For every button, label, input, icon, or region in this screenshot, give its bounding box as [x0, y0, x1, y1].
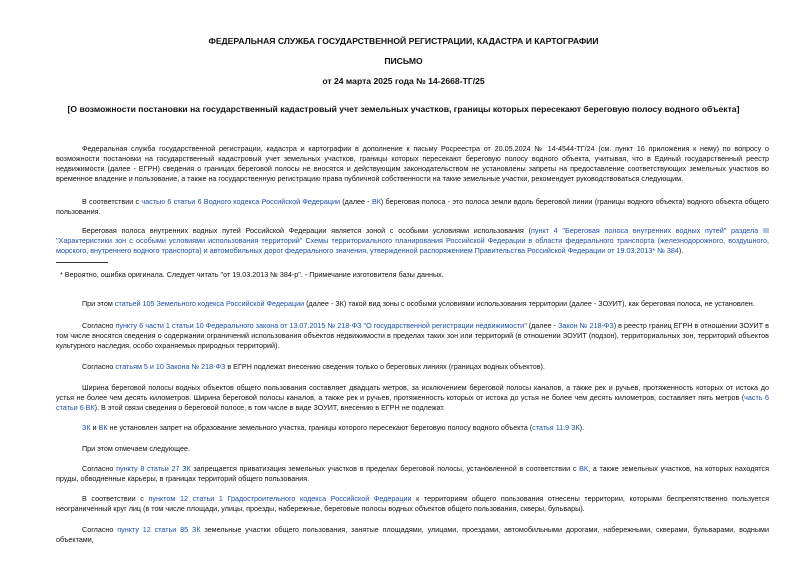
link-water-code[interactable]: ВК — [98, 423, 108, 432]
link-law-218[interactable]: Закон № 218-ФЗ — [558, 321, 614, 330]
text: Ширина береговой полосы водных объектов общего пользования составляет двадцать метров, за исключением береговой полосы каналов, а также рек и ручьев, протяженность которых от истока до устья не более чем десять километров. Ширина береговой полосы каналов, а также рек и ручьев, протяженность которых от истока до устья не более чем десять километров, составляет пять метров ( — [56, 383, 769, 402]
text: земельные участки общего пользования, занятые площадями, улицами, проездами, автомобильными дорогами, набережными, скверами, бульварами, водными объектами, — [56, 525, 769, 544]
paragraph-note: При этом отмечаем следующее. — [82, 444, 190, 453]
agency-title: ФЕДЕРАЛЬНАЯ СЛУЖБА ГОСУДАРСТВЕННОЙ РЕГИСТРАЦИИ, КАДАСТРА И КАРТОГРАФИИ — [208, 36, 599, 46]
text: к территориям общего пользования отнесены территории, которыми беспрепятственно пользуется неограниченный круг лиц (в том числе площади, улицы, проезды, набережные, береговые полосы водных объектов общего пользования, скверы, бульвары). — [56, 494, 770, 513]
text: ) береговая полоса - это полоса земли вдоль береговой линии (границы водного объекта) водного объекта общего пользования. — [56, 197, 769, 216]
text: Согласно — [82, 464, 117, 473]
text: не установлен запрет на образование земельного участка, границы которого пересекают береговую полосу водного объекта ( — [107, 423, 533, 432]
text: (далее - ЗК) такой вид зоны с особыми условиями использования территории (далее - ЗОУИТ), как береговая полоса, не установлен. — [304, 299, 755, 308]
footnote-divider — [56, 262, 108, 263]
text: ). В этой связи сведения о береговой полосе, в том числе в виде ЗОУИТ, внесению в ЕГРН не подлежат. — [94, 403, 445, 412]
text: При этом — [82, 299, 115, 308]
text: запрещается приватизация земельных участков в пределах береговой полосы, установленной в соответствии с — [190, 464, 580, 473]
paragraph-intro: Федеральная служба государственной регистрации, кадастра и картографии в дополнение к письму Росреестра от 20.05.2024 № 14-4544-ТГ/24 (см. пункт 16 приложения к нему) по вопросу о возможности постановки на государственный кадастровый учет земельных участков, границы которых пересекают береговую полосу водного объекта, учитывая, что в Единый государственный реестр недвижимости (далее - ЕГРН) сведения о границах береговой полосы не вносятся и действующим законодательством не установлены запреты на предоставление соответствующих земельных участков во временное владение и пользование, а также на государственную регистрацию права публичной собственности на такие земельные участки, рекомендует руководствоваться следующим. — [56, 144, 769, 183]
text: Береговая полоса внутренних водных путей Российской Федерации является зоной с особыми условиями использования ( — [82, 226, 531, 235]
text: и — [90, 423, 99, 432]
paragraph-shoreline-width — [56, 383, 769, 413]
link-land-code-art11-9[interactable]: статья 11.9 ЗК — [532, 423, 580, 432]
text: , а также земельных участков, на которых находятся пруды, обводненные карьеры, в границах территорий общего пользования. — [56, 464, 769, 483]
paragraph-no-prohibition — [56, 423, 769, 433]
paragraph-shoreline-definition — [56, 197, 769, 217]
link-water-code-art6[interactable]: частью 6 статьи 6 Водного кодекса Российской Федерации — [141, 197, 341, 206]
link-land-code-art27[interactable]: пункту 8 статьи 27 ЗК — [116, 464, 191, 473]
text: В соответствии с — [82, 197, 142, 206]
link-law-218-art10[interactable]: пункту 6 части 1 статьи 10 Федерального закона от 13.07.2015 № 218-ФЗ "О государственной регистрации недвижимости" — [115, 321, 527, 330]
document-type: ПИСЬМО — [384, 56, 423, 66]
link-land-code[interactable]: ЗК — [82, 423, 91, 432]
link-water-code[interactable]: ВК — [579, 464, 589, 473]
link-law-218-art5-10[interactable]: статьям 5 и 10 Закона № 218-ФЗ — [115, 362, 226, 371]
link-water-code-part6[interactable]: часть 6 статьи 6 ВК — [56, 393, 769, 412]
text: ). — [579, 423, 585, 432]
link-land-code-art105[interactable]: статьей 105 Земельного кодекса Российской Федерации — [114, 299, 305, 308]
text: (далее - — [340, 197, 372, 206]
paragraph-law-218 — [56, 321, 769, 351]
link-territorial-planning-scheme[interactable]: Схемы территориального планирования Российской Федерации в области федерального транспорта (железнодорожного, воздушного, морского, внутреннего водного транспорта) и автомобильных дорог федерального значения, утвержденной распоряжением Правительства Российской Федерации от 19.03.2013* № 384 — [56, 236, 769, 255]
link-scheme-section[interactable]: пункт 4 "Береговая полоса внутренних водных путей" раздела III "Характеристики зон с особыми условиями использования территорий" — [56, 226, 769, 245]
document-reference: от 24 марта 2025 года № 14-2668-ТГ/25 — [322, 76, 485, 86]
paragraph-privatization — [56, 464, 769, 484]
footnote: * Вероятно, ошибка оригинала. Следует читать "от 19.03.2013 № 384-р". - Примечание изготовителя базы данных. — [60, 270, 444, 279]
text: ) в реестр границ ЕГРН в отношении ЗОУИТ в том числе вносятся сведения о содержании ограничений использования объектов недвижимости в пределах таких зон или территорий (в отношении ЗОУИТ (подзон), территориальных зон, территорий объектов культурного наследия, особо охраняемых природных территорий). — [56, 321, 769, 350]
paragraph-land-code-105 — [56, 299, 769, 309]
link-urban-planning-code-art1[interactable]: пунктом 12 статьи 1 Градостроительного кодекса Российской Федерации — [148, 494, 412, 503]
text: В соответствии с — [82, 494, 149, 503]
paragraph-shorelines-only — [56, 362, 769, 372]
link-land-code-art85[interactable]: пункту 12 статьи 85 ЗК — [117, 525, 201, 534]
text: Согласно — [82, 525, 118, 534]
text: Согласно — [82, 362, 116, 371]
document-subject: [О возможности постановки на государственный кадастровый учет земельных участков, границы которых пересекают береговую полосу водного объекта] — [67, 104, 740, 114]
text: Согласно — [82, 321, 116, 330]
link-water-code[interactable]: ВК — [371, 197, 381, 206]
paragraph-inland-waterways — [56, 226, 769, 256]
text: (далее - — [526, 321, 559, 330]
text: в ЕГРН подлежат внесению сведения только о береговых линиях (границах водных объектов). — [225, 362, 545, 371]
text: ). — [678, 246, 684, 255]
paragraph-public-territories — [56, 494, 769, 514]
paragraph-public-land — [56, 525, 769, 545]
